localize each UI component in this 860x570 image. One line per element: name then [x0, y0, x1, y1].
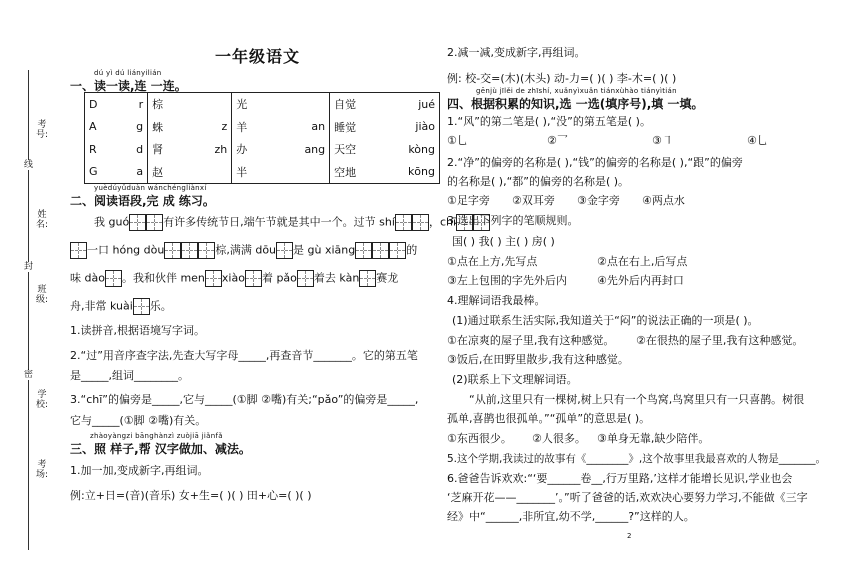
- section4-heading: 四、根据积累的知识,选 一选(填序号),填 一填。: [447, 97, 704, 111]
- writing-box[interactable]: [105, 270, 122, 287]
- name-label: 姓名:: [36, 210, 49, 230]
- match-row: [85, 160, 440, 183]
- writing-box[interactable]: [395, 214, 412, 231]
- writing-box[interactable]: [372, 242, 389, 259]
- match-cell: R: [85, 138, 126, 160]
- s4-q6c: 经》中“______,非所宜,幼不学,______?”这样的人。: [447, 510, 695, 523]
- section1-heading: 一、读一读,连 一连。: [70, 79, 187, 93]
- s4-q4a-opt3: ③饭后,在田野里散步,我有这种感觉。: [447, 353, 629, 366]
- s4-q3-chars: 国( ) 我( ) 主( ) 房( ): [452, 235, 555, 248]
- match-cell: 睡觉: [330, 116, 383, 138]
- match-cell: 空地: [330, 160, 383, 183]
- match-cell: zh: [202, 138, 231, 160]
- section3-heading: 三、照 样子,帮 汉字做加、减法。: [70, 442, 251, 456]
- s4-q4a: (1)通过联系生活实际,我知道关于“闷”的说法正确的一项是( )。: [452, 314, 759, 327]
- match-cell: d: [126, 138, 148, 160]
- writing-box[interactable]: [70, 242, 87, 259]
- match-cell: [287, 93, 330, 116]
- s3-q2: 2.减一减,变成新字,再组词。: [447, 46, 586, 59]
- s4-q2b: 的名称是( ),“都”的偏旁的名称是( )。: [447, 175, 630, 188]
- s4-q6b: ‘芝麻开花——_______’。”听了爸爸的话,欢欢决心要努力学习,不能做《三字: [447, 491, 808, 504]
- writing-box[interactable]: [205, 270, 222, 287]
- match-cell: D: [85, 93, 126, 116]
- match-cell: 半: [232, 160, 287, 183]
- match-cell: kòng: [383, 138, 440, 160]
- match-cell: 办: [232, 138, 287, 160]
- match-cell: A: [85, 116, 126, 138]
- exam-number-label: 考号:: [36, 120, 49, 140]
- match-cell: an: [287, 116, 330, 138]
- writing-box[interactable]: [297, 270, 314, 287]
- match-cell: r: [126, 93, 148, 116]
- match-cell: 蛛: [148, 116, 203, 138]
- match-cell: G: [85, 160, 126, 183]
- s2-q3a: 3.“chī”的偏旁是_____,它与_____(①脚 ②嘴)有关;“pǎo”的偏旁是_____,: [70, 393, 419, 406]
- match-cell: 羊: [232, 116, 287, 138]
- writing-box[interactable]: [276, 242, 293, 259]
- match-cell: 天空: [330, 138, 383, 160]
- s4-q3-opt3: ③左上包围的字先外后内: [447, 274, 567, 287]
- writing-box[interactable]: [198, 242, 215, 259]
- writing-box[interactable]: [146, 214, 163, 231]
- s4-q4: 4.理解词语我最棒。: [447, 294, 546, 307]
- match-cell: 赵: [148, 160, 203, 183]
- match-cell: jiào: [383, 116, 440, 138]
- s4-q4b: (2)联系上下文理解词语。: [452, 373, 578, 386]
- s4-q4a-opt1: ①在凉爽的屋子里,我有这种感觉。: [447, 334, 615, 347]
- writing-box[interactable]: [412, 214, 429, 231]
- writing-box[interactable]: [245, 270, 262, 287]
- s4-q5: 5.这个学期,我读过的故事有《________》,这个故事里我最喜欢的人物是_______。: [447, 453, 826, 465]
- match-cell: [287, 160, 330, 183]
- writing-box[interactable]: [181, 242, 198, 259]
- section1-pinyin: dú yì dú liányilián: [94, 69, 162, 77]
- match-cell: 肾: [148, 138, 203, 160]
- match-row: [85, 138, 440, 160]
- match-cell: kōng: [383, 160, 440, 183]
- page-number: 2: [627, 532, 632, 540]
- match-cell: g: [126, 116, 148, 138]
- exam-room-label: 考场:: [36, 460, 49, 480]
- seal-line: [28, 70, 29, 550]
- match-cell: jué: [383, 93, 440, 116]
- match-cell: a: [126, 160, 148, 183]
- match-row: [85, 93, 440, 116]
- s4-q2a: 2.“净”的偏旁的名称是( ),“钱”的偏旁的名称是( ),“跟”的偏旁: [447, 156, 743, 169]
- writing-box[interactable]: [164, 242, 181, 259]
- seal-char: 封: [24, 262, 34, 272]
- s2-q2a: 2.“过”用音序查字法,先查大写字母_____,再查音节_______。它的第五笔: [70, 349, 418, 362]
- passage-line-3: 味 dào 。我和伙伴 men xiào 着 pǎo 着去 kàn 赛龙: [70, 270, 398, 287]
- match-table: [84, 92, 440, 184]
- s2-q2b: 是_____,组词________。: [70, 369, 189, 382]
- section2-pinyin: yuèdúyǔduàn wánchéngliànxí: [94, 184, 207, 192]
- seal-char: 线: [24, 160, 34, 170]
- s4-q3-opt2: ②点在右上,后写点: [597, 255, 688, 268]
- match-cell: 棕: [148, 93, 203, 116]
- writing-box[interactable]: [129, 214, 146, 231]
- s4-q4b-passage2: 孤单,喜鹊也很孤单。”“孤单”的意思是( )。: [447, 412, 651, 425]
- school-label: 学校:: [36, 390, 49, 410]
- writing-box[interactable]: [355, 242, 372, 259]
- match-cell: 光: [232, 93, 287, 116]
- passage-line-4: 舟,非常 kuài 乐。: [70, 298, 172, 315]
- seal-char: 密: [24, 370, 34, 380]
- writing-box[interactable]: [133, 298, 150, 315]
- writing-box[interactable]: [359, 270, 376, 287]
- s2-q3b: 它与_____(①脚 ②嘴)有关。: [70, 414, 207, 427]
- s4-q4a-opt2: ②在很热的屋子里,我有这种感觉。: [636, 334, 804, 347]
- s4-q4b-passage1: “从前,这里只有一棵树,树上只有一个鸟窝,鸟窝里只有一只喜鹊。树很: [469, 393, 805, 406]
- s4-q1: 1.“风”的第二笔是( ),“没”的第五笔是( )。: [447, 115, 651, 128]
- writing-box[interactable]: [389, 242, 406, 259]
- match-cell: z: [202, 116, 231, 138]
- s4-q3-opt1: ①点在上方,先写点: [447, 255, 538, 268]
- match-row: [85, 116, 440, 138]
- s4-q6a: 6.爸爸告诉欢欢:“‘要______卷__,行万里路,’这样才能增长见识,学业也会: [447, 472, 793, 485]
- match-cell: [202, 93, 231, 116]
- section2-heading: 二、阅读语段,完 成 练习。: [70, 194, 215, 208]
- match-cell: 自觉: [330, 93, 383, 116]
- section3-pinyin: zhàoyàngzi bānghànzì zuòjiā jiǎnfǎ: [90, 432, 223, 440]
- section4-pinyin: gēnjù jīlěi de zhīshí, xuǎnyìxuǎn tiánxùhào tiányìtián: [476, 87, 677, 95]
- s2-q1: 1.读拼音,根据语境写字词。: [70, 324, 205, 337]
- class-label: 班级:: [36, 285, 49, 305]
- s3-q1: 1.加一加,变成新字,再组词。: [70, 464, 209, 477]
- s3-example1: 例:立+日=(音)(音乐) 女+生=( )( ) 田+心=( )( ): [70, 489, 312, 502]
- s4-q3-opt4: ④先外后内再封口: [597, 274, 684, 287]
- s4-q3: 3.选出下列字的笔顺规则。: [447, 214, 579, 227]
- match-cell: ang: [287, 138, 330, 160]
- passage-line-1: 我 guó 有许多传统节日,端午节就是其中一个。过节 shí ，chī: [94, 214, 490, 231]
- s3-example2: 例: 校-交=(木)(木头) 动-力=( )( ) 李-木=( )( ): [447, 72, 677, 85]
- match-cell: [202, 160, 231, 183]
- passage-line-2: 一口 hóng dòu 棕,满满 dōu 是 gù xiāng 的: [70, 242, 417, 259]
- page-title: 一年级语文: [215, 47, 301, 66]
- binding-strip: [0, 0, 60, 570]
